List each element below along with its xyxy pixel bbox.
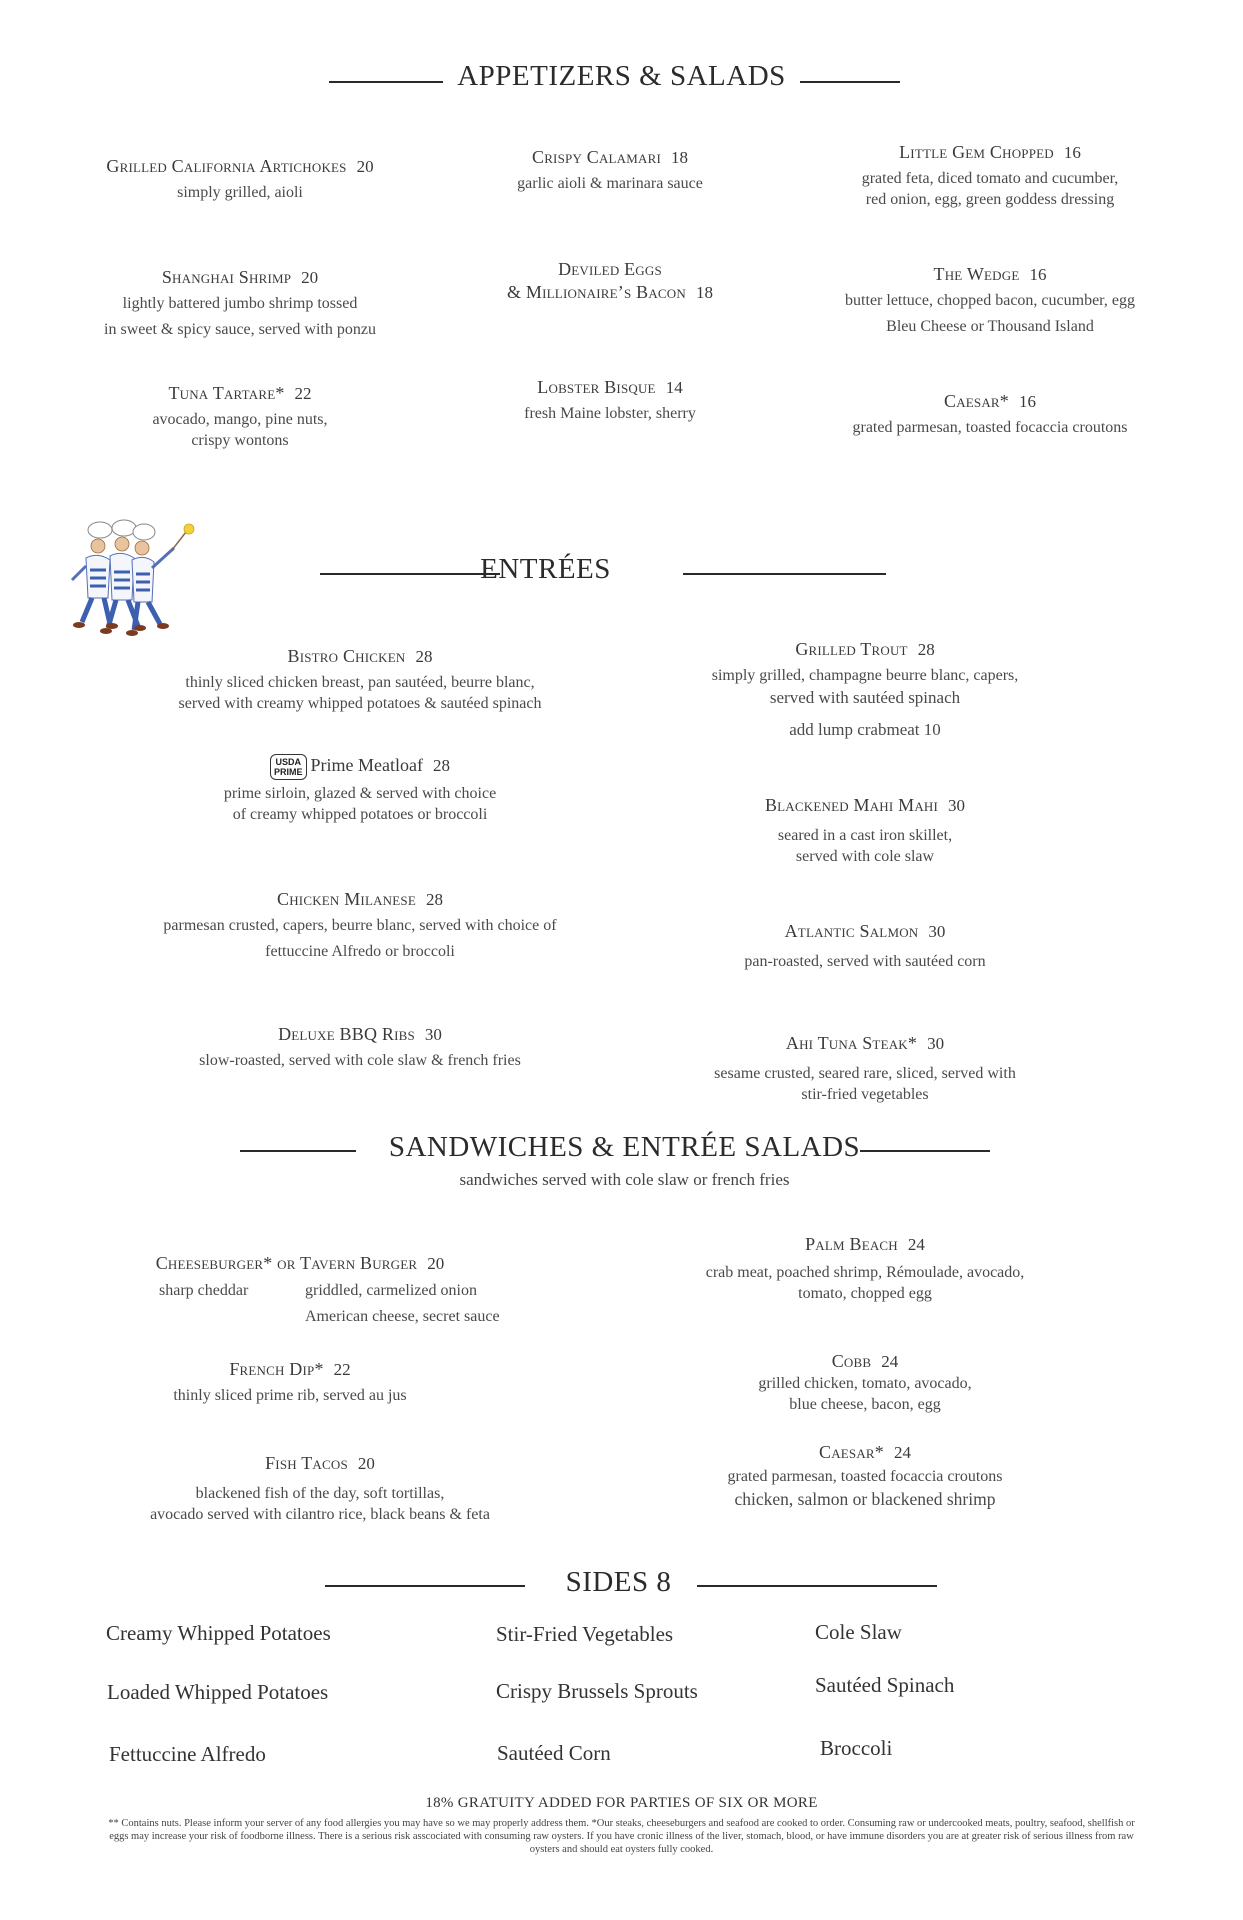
menu-item: Blackened Mahi Mahi 30 seared in a cast iron skillet, served with cole slaw [764,795,966,865]
menu-item: Palm Beach 24 crab meat, poached shrimp, Rémoulade, avocado, tomato, chopped egg [705,1234,1025,1302]
menu-item: Deluxe BBQ Ribs 30 slow-roasted, served with cole slaw & french fries [199,1024,521,1069]
menu-item: Cheeseburger* or Tavern Burger 20 [155,1253,445,1273]
menu-item: Grilled Trout 28 simply grilled, champagne beurre blanc, capers, served with sautéed spinach add lump crabmeat 10 [711,639,1019,739]
menu-item: Chicken Milanese 28 parmesan crusted, capers, beurre blanc, served with choice of fettuccine Alfredo or broccoli [163,889,557,960]
side-item: Creamy Whipped Potatoes [106,1621,331,1645]
allergy-disclaimer: ** Contains nuts. Please inform your server of any food allergies you may have so we may properly address them. *Our steaks, cheeseburgers and seafood are cooked to order. Consuming raw or undercooked meats, poultry, seafood, shellfish or eggs may increase your risk of foodborne illness. There is a serious risk asscociated with consuming raw oysters. If you have cronic illness of the liver, stomach, blood, or have immune disorders you are at greater risk of serious illness from raw oysters and should eat oysters fully cooked. [108,1818,1135,1856]
sandwiches-title: SANDWICHES & ENTRÉE SALADS [388,1131,861,1163]
menu-item: Bistro Chicken 28 thinly sliced chicken breast, pan sautéed, beurre blanc, served with creamy whipped potatoes & sautéed spinach [178,646,542,712]
menu-item: French Dip* 22 thinly sliced prime rib, served au jus [173,1359,407,1404]
menu-item: Lobster Bisque 14 fresh Maine lobster, sherry [524,377,696,422]
burger-desc-left: sharp cheddar [159,1282,249,1299]
side-item: Cole Slaw [815,1620,902,1644]
menu-item: Atlantic Salmon 30 pan-roasted, served with sautéed corn [744,921,986,970]
appetizers-title: APPETIZERS & SALADS [457,60,786,92]
section-rule [860,1150,990,1152]
side-item: Sautéed Corn [497,1741,611,1765]
side-item: Fettuccine Alfredo [109,1742,266,1766]
burger-desc-right: griddled, carmelized onion American cheese, secret sauce [305,1282,500,1325]
side-item: Crispy Brussels Sprouts [496,1679,698,1703]
menu-item: Tuna Tartare* 22 avocado, mango, pine nuts, crispy wontons [152,383,328,449]
menu-item: Fish Tacos 20 blackened fish of the day, soft tortillas, avocado served with cilantro rice, black beans & feta [150,1453,490,1523]
menu-item: Ahi Tuna Steak* 30 sesame crusted, seared rare, sliced, served with stir-fried vegetables [714,1033,1016,1103]
menu-item: Deviled Eggs & Millionaire’s Bacon 18 [507,259,713,303]
side-item: Loaded Whipped Potatoes [107,1680,329,1704]
entrees-title: ENTRÉES [480,553,611,585]
sandwiches-subtitle: sandwiches served with cole slaw or french fries [459,1170,790,1189]
menu-item: Cobb 24 grilled chicken, tomato, avocado, blue cheese, bacon, egg [758,1351,972,1413]
side-item: Stir-Fried Vegetables [496,1622,674,1646]
section-rule [800,81,900,83]
usda-prime-badge: USDA PRIME [270,754,307,780]
menu-item: USDA PRIME Prime Meatloaf 28 prime sirloin, glazed & served with choice of creamy whipped potatoes or broccoli [223,755,497,824]
menu-item: Grilled California Artichokes 20 simply grilled, aioli [106,156,374,201]
gratuity-note: 18% GRATUITY ADDED FOR PARTIES OF SIX OR MORE [425,1795,818,1811]
menu-item: Little Gem Chopped 16 grated feta, diced tomato and cucumber, red onion, egg, green goddess dressing [861,142,1119,208]
section-rule [697,1585,937,1587]
menu-item: Caesar* 16 grated parmesan, toasted focaccia croutons [852,391,1128,436]
menu-item: Caesar* 24 grated parmesan, toasted focaccia croutons chicken, salmon or blackened shrimp [727,1442,1003,1509]
section-rule [683,573,886,575]
menu-item: Crispy Calamari 18 garlic aioli & marinara sauce [517,147,703,192]
side-item: Broccoli [820,1736,893,1760]
menu-item: Shanghai Shrimp 20 lightly battered jumbo shrimp tossed in sweet & spicy sauce, served with ponzu [104,267,376,338]
menu-item: The Wedge 16 butter lettuce, chopped bacon, cucumber, egg Bleu Cheese or Thousand Island [845,264,1135,335]
sides-title: SIDES 8 [565,1566,672,1598]
side-item: Sautéed Spinach [815,1673,955,1697]
